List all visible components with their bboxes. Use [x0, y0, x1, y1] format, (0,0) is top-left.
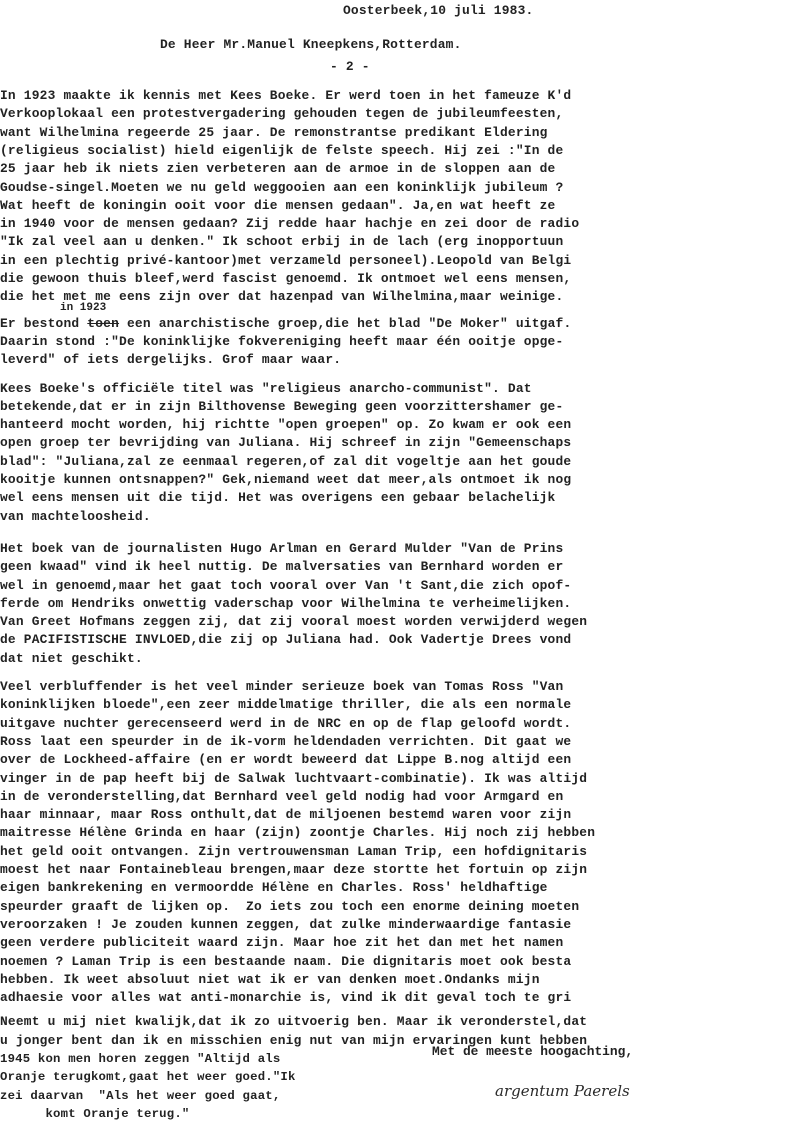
body-line: van machteloosheid. [0, 508, 151, 524]
body-line: speurder graaft de lijken op. Zo iets zou toch een enorme deining moeten [0, 898, 580, 914]
body-line: maitresse Hélène Grinda en haar (zijn) zoontje Charles. Hij noch zij hebben [0, 825, 596, 841]
body-line: geen verdere publiciteit waard zijn. Maar hoe zit het dan met het namen [0, 935, 564, 951]
body-line: u jonger bent dan ik en misschien enig nut van mijn ervaringen kunt hebben [0, 1032, 588, 1048]
body-line: want Wilhelmina regeerde 25 jaar. De remonstrantse predikant Eldering [0, 124, 548, 140]
body-line: Veel verbluffender is het veel minder serieuze boek van Tomas Ross "Van [0, 679, 564, 694]
body-line: Oranje terugkomt,gaat het weer goed."Ik [0, 1070, 296, 1085]
body-line: betekende,dat er in zijn Bilthovense Beweging geen voorzittershamer ge- [0, 398, 564, 414]
closing-salutation: Met de meeste hoogachting, [432, 1044, 634, 1059]
body-line: 1945 kon men horen zeggen "Altijd als [0, 1052, 281, 1066]
body-line: wel in genoemd,maar het gaat toch vooral over Van 't Sant,die zich opof- [0, 577, 572, 593]
body-line: Wat heeft de koningin ooit voor die mensen gedaan". Ja,en wat heeft ze [0, 197, 556, 213]
body-line: blad": "Juliana,zal ze eenmaal regeren,of zal dit vogeltje aan het goude [0, 453, 572, 469]
body-line: die het met me eens zijn over dat hazenpad van Wilhelmina,maar weinige. [0, 289, 564, 305]
body-line: haar minnaar, maar Ross onthult,dat de miljoenen bestemd waren voor zijn [0, 807, 572, 823]
page-number: - 2 - [330, 59, 370, 74]
body-line: leverd" of iets dergelijks. Grof maar waar. [0, 352, 342, 368]
signature: argentum Paerels [495, 1082, 630, 1100]
body-line: vinger in de pap heeft bij de Salwak luchtvaart-combinatie). Ik was altijd [0, 770, 588, 786]
body-line: adhaesie voor alles wat anti-monarchie is, vind ik dit geval toch te gri [0, 990, 572, 1006]
struck-word: toen [87, 315, 120, 331]
body-line: die gewoon thuis bleef,werd fascist genoemd. Ik ontmoet wel eens mensen, [0, 271, 572, 286]
body-line: het geld ooit ontvangen. Zijn vertrouwensman Laman Trip, een hofdignitaris [0, 843, 588, 859]
body-line: de PACIFISTISCHE INVLOED,die zij op Juliana had. Ook Vadertje Drees vond [0, 632, 572, 648]
body-line: Neemt u mij niet kwalijk,dat ik zo uitvoerig ben. Maar ik veronderstel,dat [0, 1014, 588, 1030]
body-line: Van Greet Hofmans zeggen zij, dat zij vooral moest worden verwijderd wegen [0, 614, 588, 630]
body-line: Daarin stond :"De koninklijke fokvereniging heeft maar één ooitje opge- [0, 333, 564, 349]
body-line: Er bestond toen een anarchistische groep,die het blad "De Moker" uitgaf. [0, 315, 572, 331]
body-line: in een plechtig privé-kantoor)met verzameld personeel).Leopold van Belgi [0, 252, 572, 268]
body-line: in de veronderstelling,dat Bernhard veel geld nodig had voor Armgard en [0, 788, 564, 804]
body-line: open groep ter bevrijding van Juliana. Hij schreef in zijn "Gemeenschaps [0, 435, 572, 451]
body-line: hebben. Ik weet absoluut niet wat ik er van denken moet.Ondanks mijn [0, 971, 540, 987]
body-line: over de Lockheed-affaire (en er wordt beweerd dat Lippe B.nog altijd een [0, 752, 572, 768]
body-line: koninklijken bloede",een zeer middelmatige thriller, die als een normale [0, 697, 572, 713]
body-line: geen kwaad" vind ik heel nuttig. De malversaties van Bernhard worden er [0, 559, 564, 575]
body-line: (religieus socialist) hield eigenlijk de felste speech. Hij zei :"In de [0, 142, 564, 158]
body-line: komt Oranje terug." [0, 1106, 190, 1121]
body-line: Verkooplokaal een protestvergadering gehouden tegen de jubileumfeesten, [0, 106, 564, 122]
body-line: Kees Boeke's officiële titel was "religieus anarcho-communist". Dat [0, 380, 532, 396]
body-line: uitgave nuchter gerecenseerd werd in de NRC en op de flap geloofd wordt. [0, 715, 572, 731]
body-line: 25 jaar heb ik niets zien verbeteren aan de armoe in de sloppen aan de [0, 161, 556, 177]
handwritten-insertion: in 1923 [60, 302, 107, 314]
body-line: zei daarvan "Als het weer goed gaat, [0, 1088, 281, 1103]
body-line: dat niet geschikt. [0, 650, 143, 666]
addressee: De Heer Mr.Manuel Kneepkens,Rotterdam. [160, 37, 462, 52]
body-line: hanteerd mocht worden, hij richtte "open groepen" op. Zo kwam er ook een [0, 417, 572, 433]
body-line: wel eens mensen uit die tijd. Het was overigens een gebaar belachelijk [0, 490, 556, 506]
body-line: ferde om Hendriks onwettig vaderschap voor Wilhelmina te verheimelijken. [0, 595, 572, 611]
body-line: In 1923 maakte ik kennis met Kees Boeke. Er werd toen in het fameuze K'd [0, 88, 572, 103]
body-line: Het boek van de journalisten Hugo Arlman en Gerard Mulder "Van de Prins [0, 540, 564, 556]
place-date: Oosterbeek,10 juli 1983. [343, 3, 534, 18]
body-line: Ross laat een speurder in de ik-vorm heldendaden verrichten. Dit gaat we [0, 733, 572, 749]
body-line: eigen bankrekening en vermoordde Hélène en Charles. Ross' heldhaftige [0, 880, 548, 896]
body-line: "Ik zal veel aan u denken." Ik schoot erbij in de lach (erg inopportuun [0, 234, 564, 250]
body-line: veroorzaken ! Je zouden kunnen zeggen, dat zulke minderwaardige fantasie [0, 916, 572, 932]
body-line: kooitje kunnen ontsnappen?" Gek,niemand weet dat meer,als ontmoet ik nog [0, 472, 572, 487]
body-line: moest het naar Fontainebleau brengen,maar deze stortte het fortuin op zijn [0, 862, 588, 877]
body-line: Goudse-singel.Moeten we nu geld weggooien aan een koninklijk jubileum ? [0, 179, 564, 195]
body-line: noemen ? Laman Trip is een bestaande naam. Die dignitaris moet ook besta [0, 953, 572, 969]
body-line: in 1940 voor de mensen gedaan? Zij redde haar hachje en zei door de radio [0, 216, 580, 232]
